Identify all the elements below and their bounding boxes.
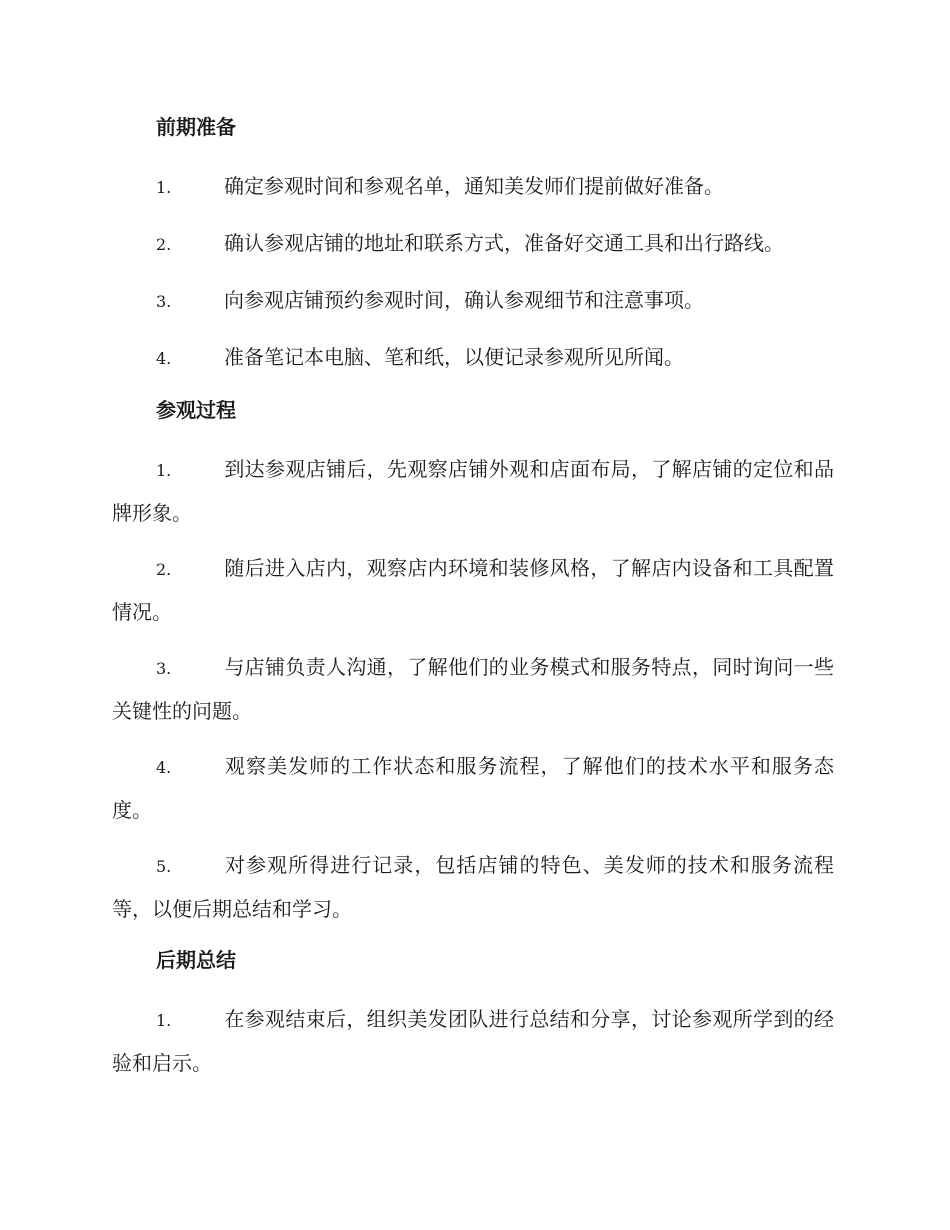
item-text: 向参观店铺预约参观时间，确认参观细节和注意事项。 — [224, 288, 704, 312]
item-text: 确认参观店铺的地址和联系方式，准备好交通工具和出行路线。 — [224, 231, 784, 255]
list-item — [112, 844, 834, 930]
list-item — [112, 222, 834, 266]
section-heading: 前期准备 — [156, 115, 236, 139]
item-text: 准备笔记本电脑、笔和纸，以便记录参观所见所闻。 — [224, 345, 684, 369]
item-number: 4. — [156, 349, 172, 368]
document-page — [112, 110, 834, 1097]
item-number: 1. — [156, 178, 172, 197]
list-item — [112, 448, 834, 534]
item-text: 随后进入店内，观察店内环境和装修风格，了解店内设备和工具配置情况。 — [112, 556, 834, 624]
item-number: 2. — [156, 235, 172, 254]
item-text: 在参观结束后，组织美发团队进行总结和分享，讨论参观所学到的经验和启示。 — [112, 1007, 834, 1075]
section-visit-process — [112, 393, 834, 930]
item-text: 对参观所得进行记录，包括店铺的特色、美发师的技术和服务流程等，以便后期总结和学习。 — [112, 853, 834, 921]
item-number: 4. — [156, 758, 172, 777]
item-number: 1. — [156, 1011, 172, 1030]
section-preparation — [112, 110, 834, 380]
item-text: 与店铺负责人沟通，了解他们的业务模式和服务特点，同时询问一些关键性的问题。 — [112, 655, 834, 723]
section-summary — [112, 943, 834, 1084]
section-heading: 后期总结 — [156, 948, 236, 972]
list-item — [112, 998, 834, 1084]
item-number: 3. — [156, 659, 172, 678]
section-heading: 参观过程 — [156, 398, 236, 422]
list-item — [112, 646, 834, 732]
list-item — [112, 336, 834, 380]
item-text: 观察美发师的工作状态和服务流程，了解他们的技术水平和服务态度。 — [112, 754, 834, 822]
item-text: 到达参观店铺后，先观察店铺外观和店面布局，了解店铺的定位和品牌形象。 — [112, 457, 834, 525]
list-item — [112, 547, 834, 633]
item-number: 1. — [156, 461, 172, 480]
item-number: 3. — [156, 292, 172, 311]
list-item — [112, 745, 834, 831]
item-text: 确定参观时间和参观名单，通知美发师们提前做好准备。 — [224, 174, 724, 198]
item-number: 2. — [156, 560, 172, 579]
item-number: 5. — [156, 857, 172, 876]
list-item — [112, 279, 834, 323]
list-item — [112, 165, 834, 209]
